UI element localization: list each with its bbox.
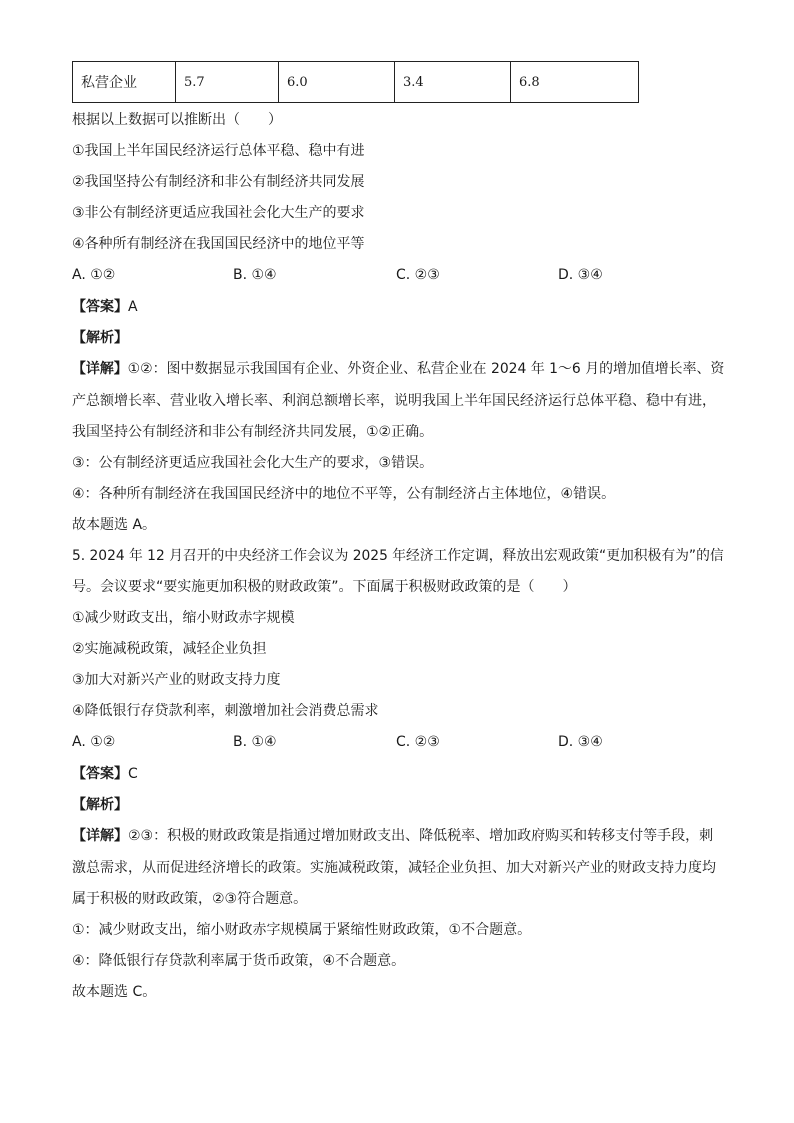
table-cell-value: 6.0 [279,62,395,103]
q4-option-c: C. ②③ [396,267,440,283]
q5-detail-line-2: 激总需求，从而促进经济增长的政策。实施减税政策，减轻企业负担、加大对新兴产业的财政支持力度均 [72,860,716,876]
q4-detail-line-4: ③：公有制经济更适应我国社会化大生产的要求，③错误。 [72,455,434,471]
q4-stem: 根据以上数据可以推断出（ ） [72,112,282,128]
q5-options [72,732,732,752]
q5-item-3: ③加大对新兴产业的财政支持力度 [72,672,281,688]
table-cell-value: 5.7 [176,62,279,103]
q5-option-a: A. ①② [72,734,116,750]
q4-detail-line-5: ④：各种所有制经济在我国国民经济中的地位不平等，公有制经济占主体地位，④错误。 [72,486,616,502]
q4-item-2: ②我国坚持公有制经济和非公有制经济共同发展 [72,174,365,190]
q4-analysis-tag: 【解析】 [72,330,128,346]
q5-detail-line-5: ④：降低银行存贷款利率属于货币政策，④不合题意。 [72,953,406,969]
answer-value: A [128,299,138,315]
q4-item-4: ④各种所有制经济在我国国民经济中的地位平等 [72,236,365,252]
growth-data-table [72,61,639,103]
q4-options [72,265,732,285]
answer-tag: 【答案】 [72,299,128,315]
q5-item-2: ②实施减税政策，减轻企业负担 [72,641,267,657]
q5-stem-line-2: 号。会议要求“要实施更加积极的财政政策”。下面属于积极财政政策的是（ ） [72,579,577,595]
q5-option-d: D. ③④ [558,734,603,750]
answer-tag: 【答案】 [72,766,128,782]
q4-option-b: B. ①④ [233,267,277,283]
detail-tag: 【详解】 [72,361,128,377]
q4-option-d: D. ③④ [558,267,603,283]
q5-conclusion: 故本题选 C。 [72,984,157,1000]
detail-text: ①②：图中数据显示我国国有企业、外资企业、私营企业在 2024 年 1～6 月的增加值增长率、资 [127,361,725,377]
q4-option-a: A. ①② [72,267,116,283]
q4-detail-line-1 [72,359,724,379]
q5-option-c: C. ②③ [396,734,440,750]
q4-answer [72,297,138,317]
table-cell-value: 6.8 [511,62,639,103]
detail-text: ②③：积极的财政政策是指通过增加财政支出、降低税率、增加政府购买和转移支付等手段，刺 [128,828,714,844]
answer-value: C [128,766,138,782]
q5-detail-line-3: 属于积极的财政政策，②③符合题意。 [72,891,308,907]
q5-item-4: ④降低银行存贷款利率，刺激增加社会消费总需求 [72,703,379,719]
q5-answer [72,764,138,784]
q4-conclusion: 故本题选 A。 [72,517,157,533]
q4-item-3: ③非公有制经济更适应我国社会化大生产的要求 [72,205,365,221]
q4-detail-line-2: 产总额增长率、营业收入增长率、利润总额增长率，说明我国上半年国民经济运行总体平稳、稳中有进， [72,393,716,409]
q5-item-1: ①减少财政支出，缩小财政赤字规模 [72,610,295,626]
q4-item-1: ①我国上半年国民经济运行总体平稳、稳中有进 [72,143,365,159]
q5-analysis-tag: 【解析】 [72,797,128,813]
q5-stem-line-1: 5. 2024 年 12 月召开的中央经济工作会议为 2025 年经济工作定调，释放出宏观政策“更加积极有为”的信 [72,548,724,564]
q5-option-b: B. ①④ [233,734,277,750]
q5-detail-line-1 [72,826,713,846]
q5-detail-line-4: ①：减少财政支出，缩小财政赤字规模属于紧缩性财政政策，①不合题意。 [72,922,532,938]
q4-detail-line-3: 我国坚持公有制经济和非公有制经济共同发展，①②正确。 [72,424,434,440]
detail-tag: 【详解】 [72,828,128,844]
table-cell-value: 3.4 [395,62,511,103]
table-cell-enterprise: 私营企业 [73,62,176,103]
table-row [73,62,639,103]
